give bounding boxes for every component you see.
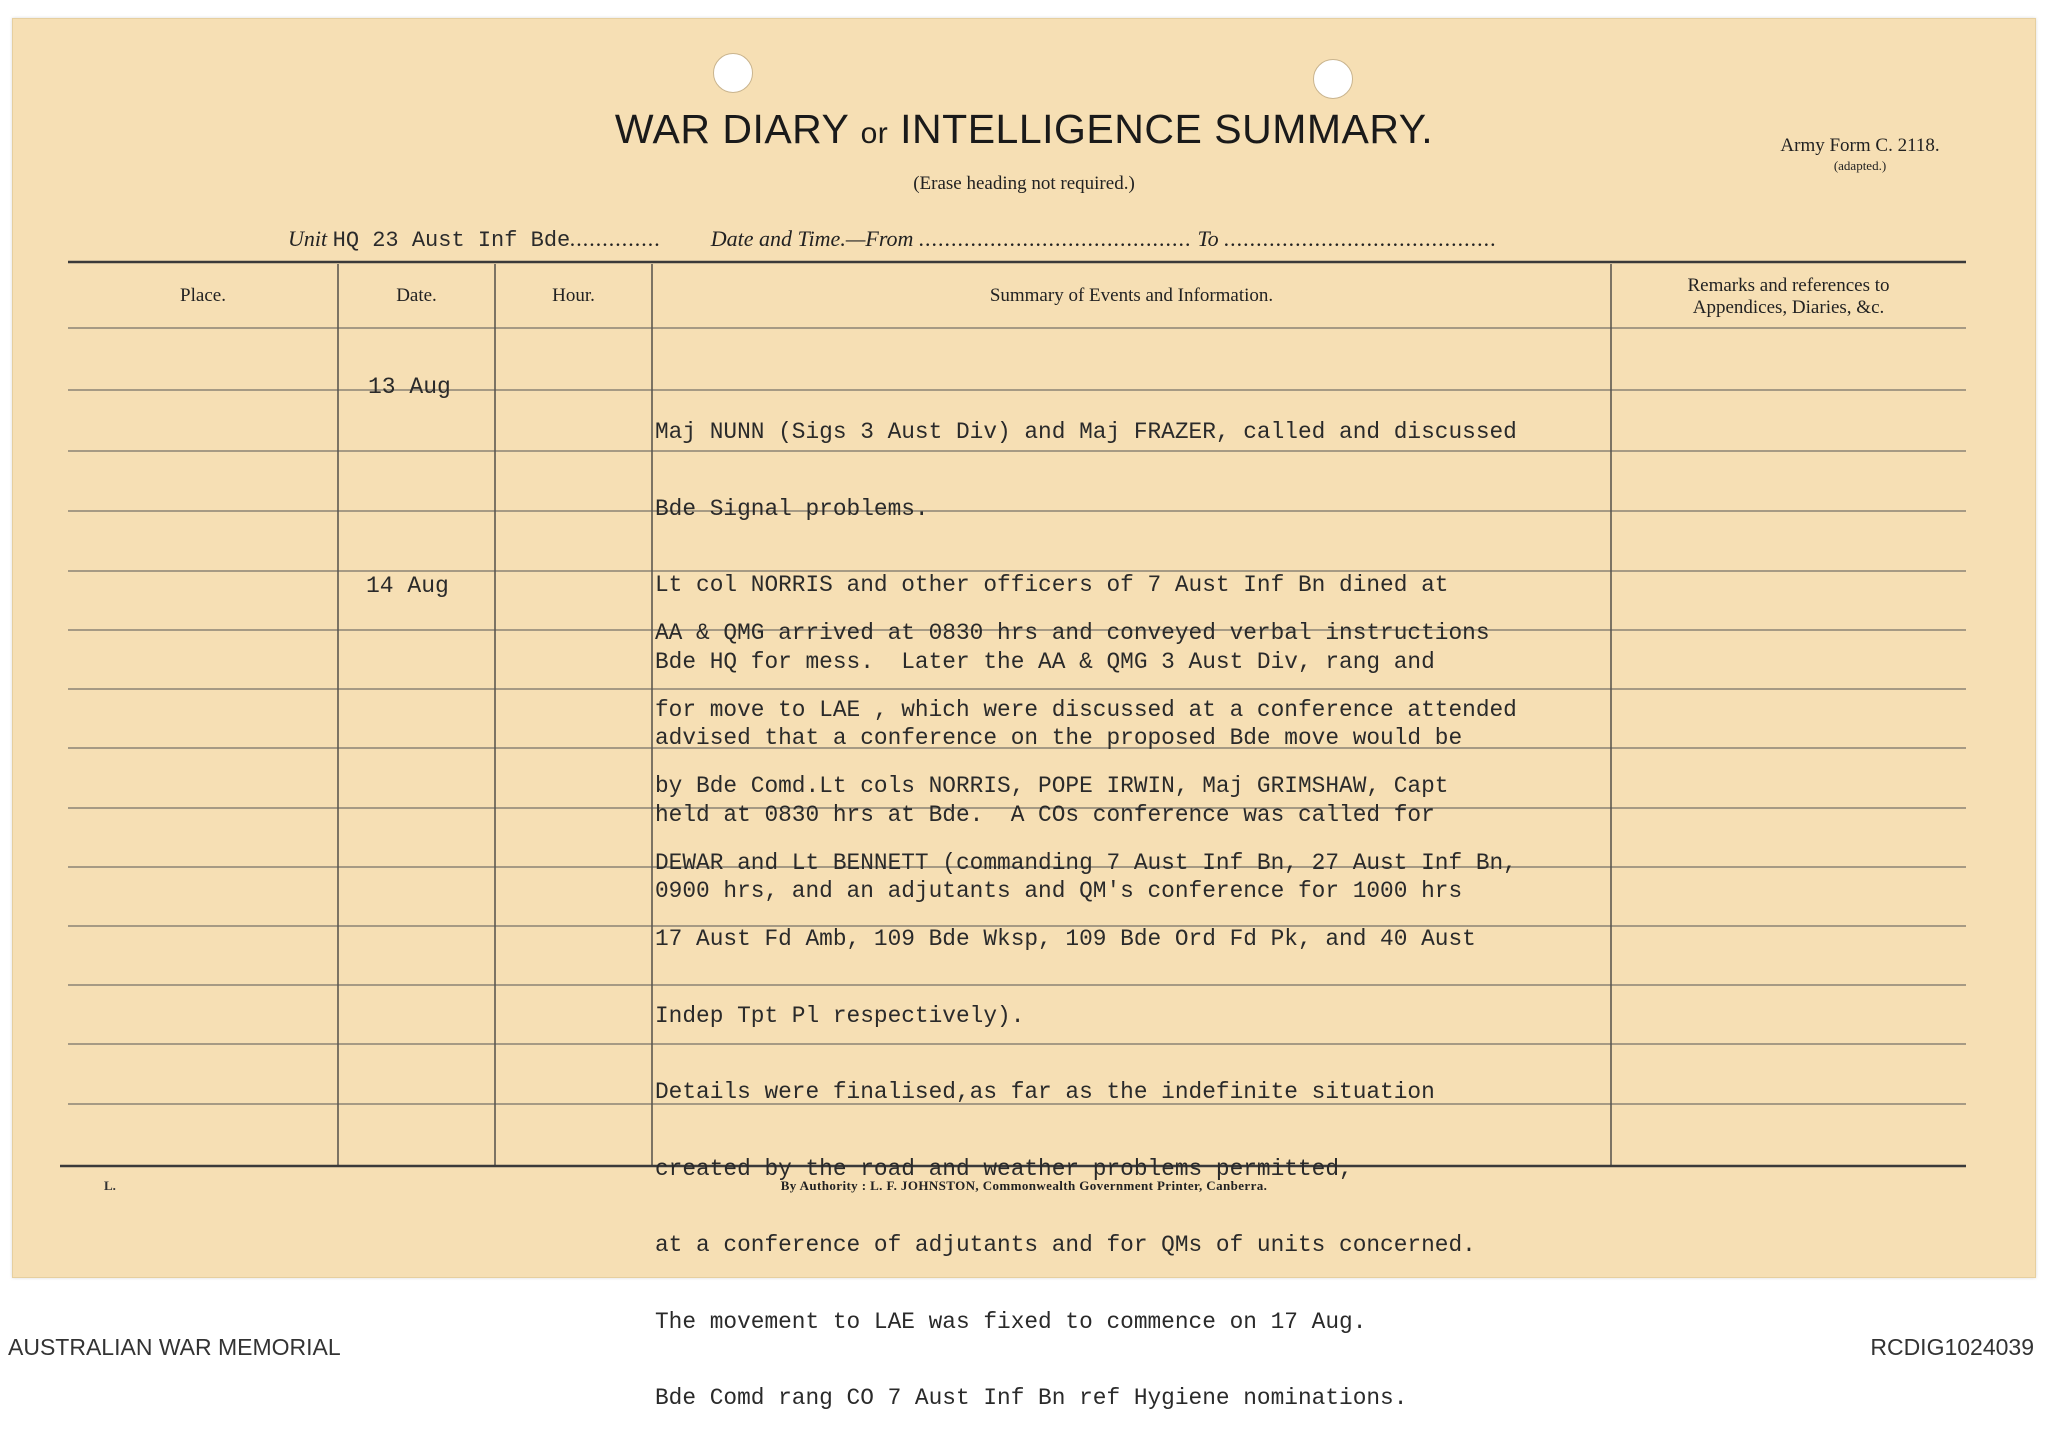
entry-line: advised that a conference on the proposed Bde move would be <box>655 725 1463 751</box>
entry-line: DEWAR and Lt BENNETT (commanding 7 Aust Inf Bn, 27 Aust Inf Bn, <box>655 849 1517 876</box>
column-header-summary: Summary of Events and Information. <box>989 285 1274 306</box>
date-time-label: Date and Time.—From <box>710 226 914 251</box>
unit-value: HQ 23 Aust Inf Bde <box>332 228 571 253</box>
unit-line: Unit HQ 23 Aust Inf Bde.............. Date and Time.—From .......................................... To .......................................... <box>288 226 1498 253</box>
entry-line: by Bde Comd.Lt cols NORRIS, POPE IRWIN, Maj GRIMSHAW, Capt <box>655 773 1449 799</box>
column-header-date: Date. <box>396 285 437 306</box>
entry-line: Bde Comd rang CO 7 Aust Inf Bn ref Hygiene nominations. <box>655 1385 1408 1411</box>
entry-line: Lt col NORRIS and other officers of 7 Aust Inf Bn dined at <box>655 572 1449 598</box>
entry-date-14-aug: 14 Aug <box>366 573 449 599</box>
printer-authority: By Authority : L. F. JOHNSTON, Commonwealth Government Printer, Canberra. <box>780 1178 1268 1193</box>
entry-line: AA & QMG arrived at 0830 hrs and conveyed verbal instructions <box>655 620 1490 646</box>
column-header-place: Place. <box>180 285 226 306</box>
entry-line: 17 Aust Fd Amb, 109 Bde Wksp, 109 Bde Ord Fd Pk, and 40 Aust <box>655 926 1476 952</box>
entry-line: 0900 hrs, and an adjutants and QM's conference for 1000 hrs <box>655 878 1463 904</box>
remarks-header-line2: Appendices, Diaries, &c. <box>1692 297 1885 318</box>
entry-line: held at 0830 hrs at Bde. A COs conference was called for <box>655 801 1435 828</box>
entry-line: The movement to LAE was fixed to commence on 17 Aug. <box>655 1308 1367 1335</box>
to-label: To <box>1197 226 1219 251</box>
column-header-hour: Hour. <box>552 285 595 306</box>
entry-14-aug <box>655 570 1517 1437</box>
entry-line: Indep Tpt Pl respectively). <box>655 1002 1025 1029</box>
unit-label: Unit <box>288 226 328 251</box>
entry-line: created by the road and weather problems permitted, <box>655 1155 1353 1182</box>
entry-line: Bde Signal problems. <box>655 495 929 522</box>
entry-line: Details were finalised,as far as the indefinite situation <box>655 1079 1435 1105</box>
entry-date-13-aug: 13 Aug <box>368 374 451 400</box>
column-header-remarks <box>1611 275 1966 319</box>
entry-line: Maj NUNN (Sigs 3 Aust Div) and Maj FRAZER, called and discussed <box>655 419 1517 445</box>
entry-line: Bde HQ for mess. Later the AA & QMG 3 Aust Div, rang and <box>655 648 1435 675</box>
title-war-diary: WAR DIARY <box>614 106 849 152</box>
title-or: or <box>860 117 889 150</box>
entry-line: for move to LAE , which were discussed at a conference attended <box>655 696 1517 723</box>
reference-number: RCDIG1024039 <box>1870 1334 2034 1360</box>
form-code: L. <box>104 1178 116 1193</box>
army-form-adapted: (adapted.) <box>1833 158 1887 173</box>
title-intelligence-summary: INTELLIGENCE SUMMARY. <box>900 106 1434 152</box>
form-subtitle: (Erase heading not required.) <box>913 173 1135 194</box>
remarks-header-line1: Remarks and references to <box>1687 275 1890 296</box>
entry-line: at a conference of adjutants and for QMs of units concerned. <box>655 1232 1476 1258</box>
source-label: AUSTRALIAN WAR MEMORIAL <box>8 1334 341 1360</box>
army-form-label: Army Form C. 2118. <box>1780 135 1940 156</box>
